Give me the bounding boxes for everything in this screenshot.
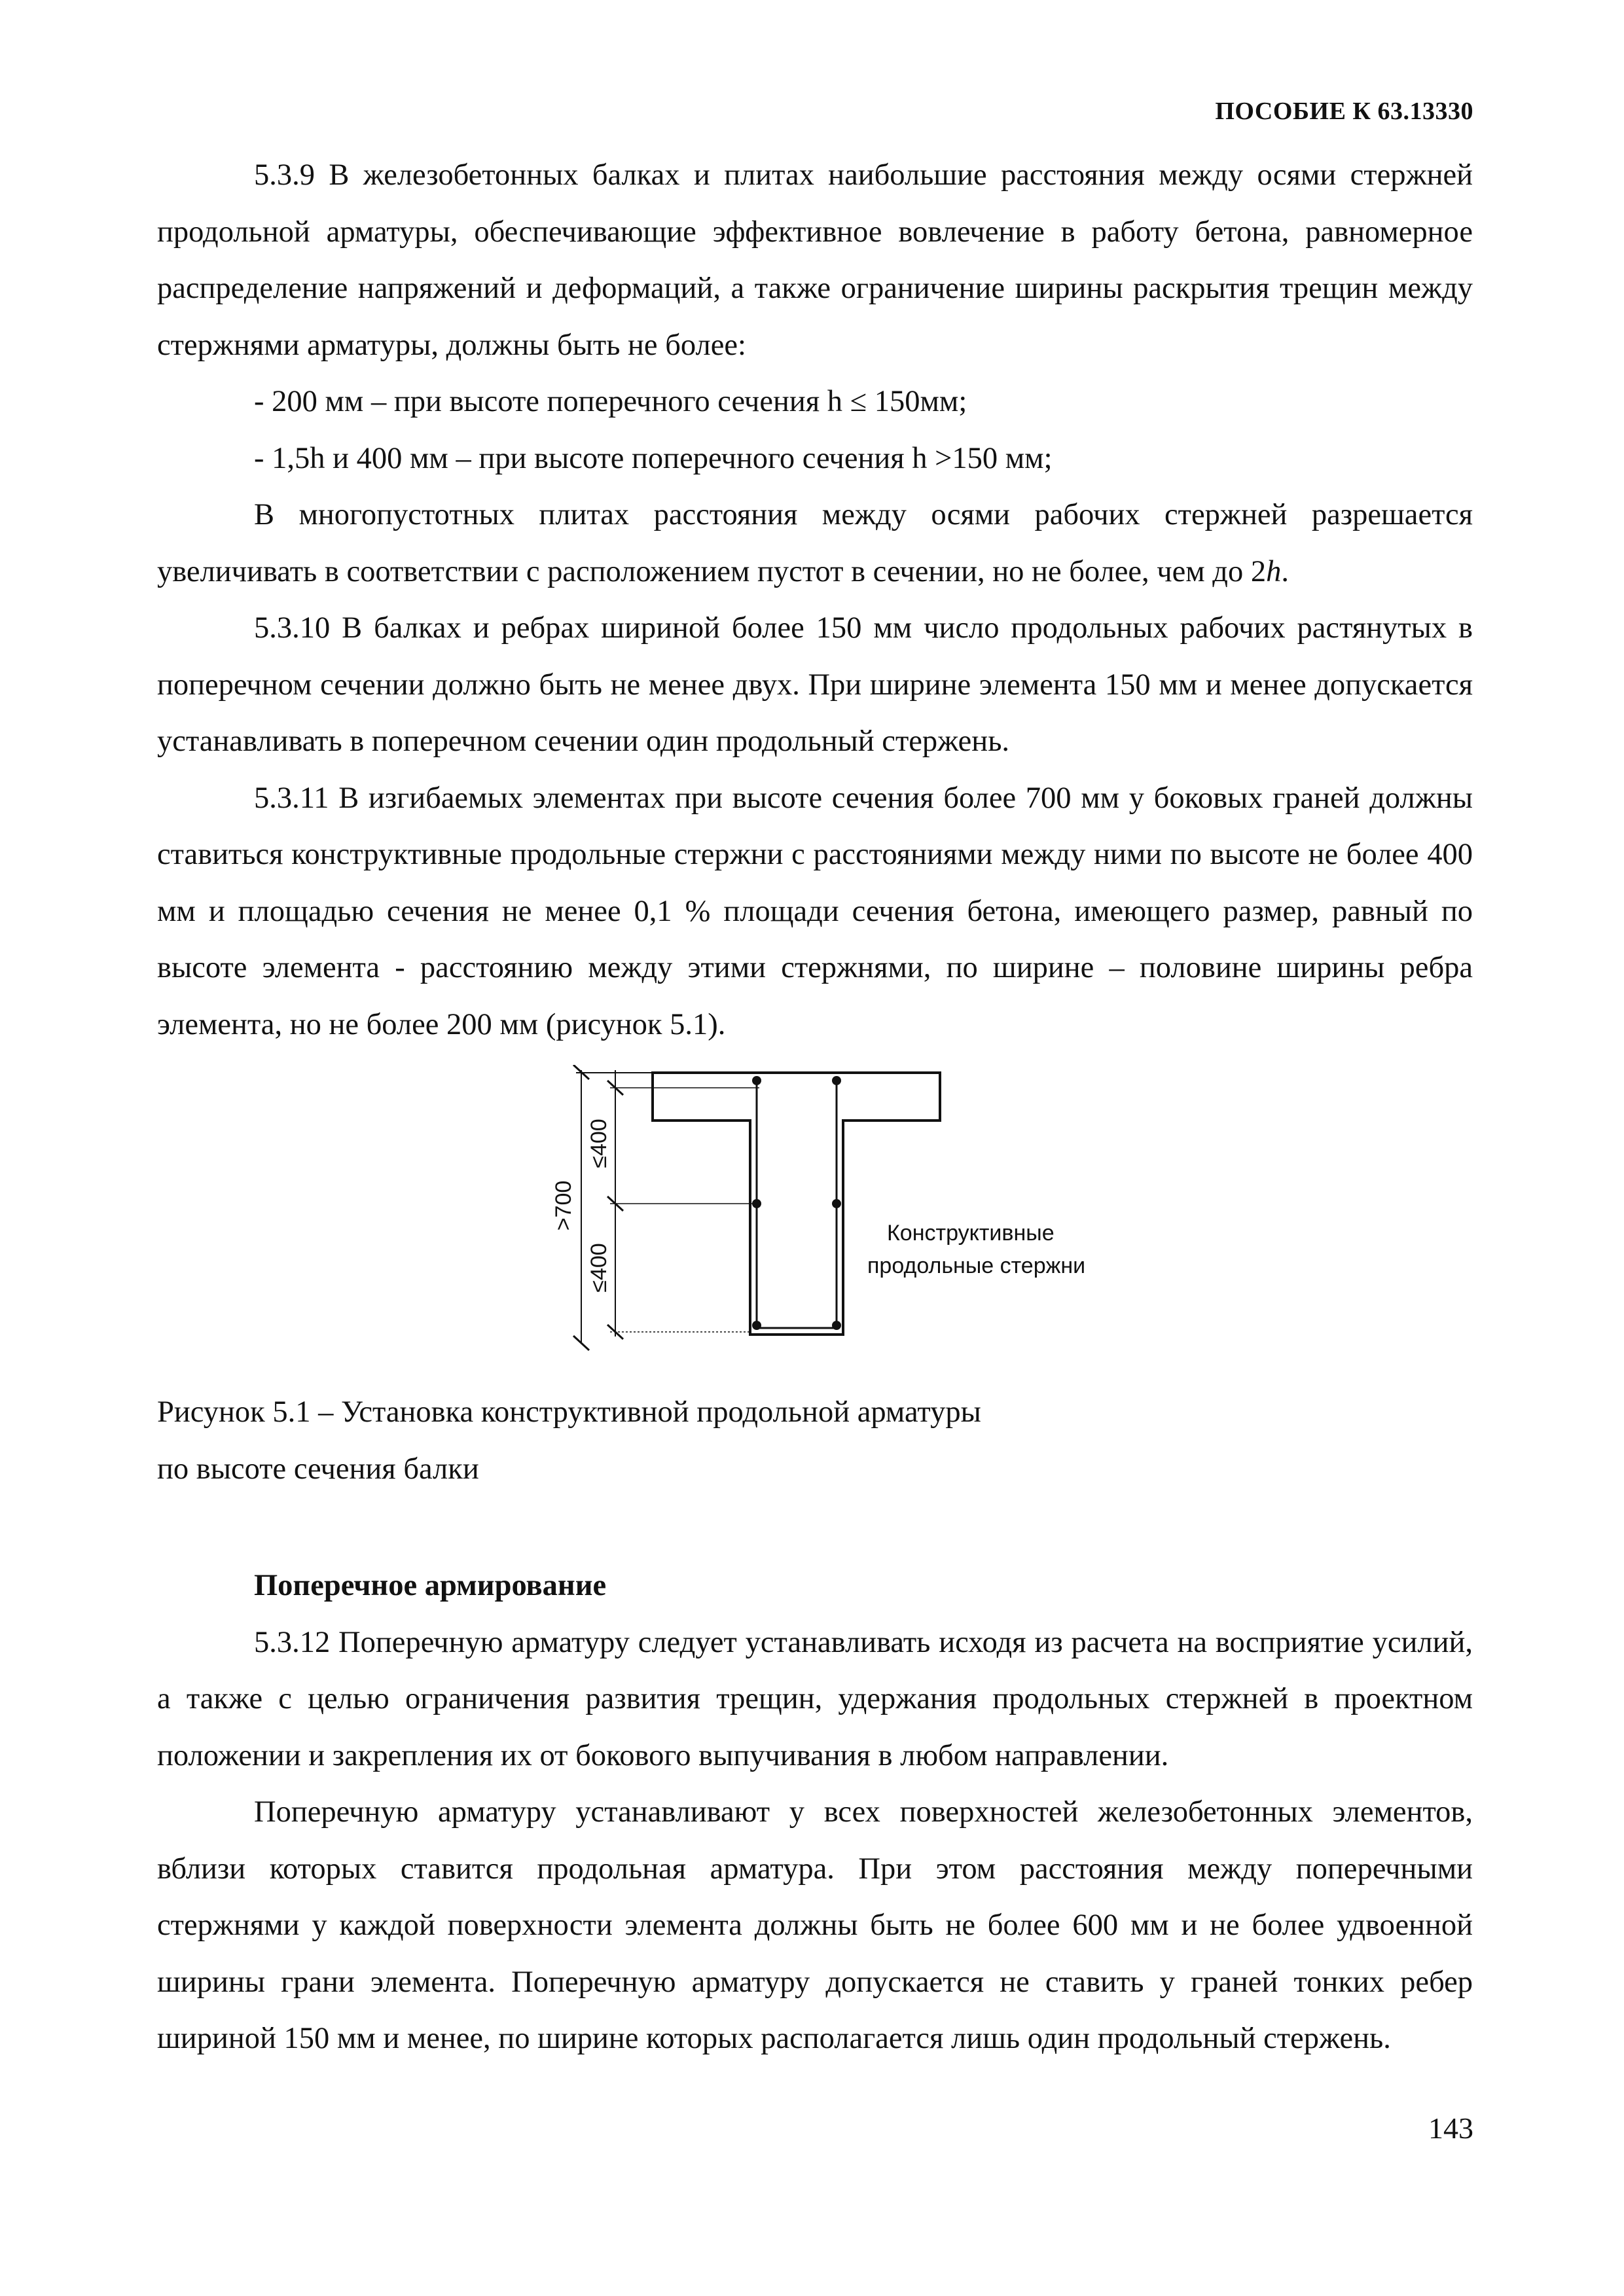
callout-line-2: продольные стержни (867, 1253, 1086, 1278)
bar-bottom-right (832, 1321, 841, 1330)
page-number: 143 (1428, 2111, 1473, 2145)
page-header: ПОСОБИЕ К 63.13330 (1215, 98, 1473, 125)
page-content (157, 147, 1473, 2068)
italic-h: h (1266, 554, 1282, 588)
paragraph-5-3-11: 5.3.11 В изгибаемых элементах при высоте сечения более 700 мм у боковых граней должны ставиться конструктивные продольные стержни с расстояниями между ними по высоте не более 400 мм и площадью сечения не менее 0,1 % площади сечения бетона, имеющего размер, равный по высоте элемента - расстоянию между этими стержнями, по ширине – половине ширины ребра элемента, но не более 200 мм (рисунок 5.1). (157, 781, 1473, 1041)
dim-label-lower: ≤400 (586, 1243, 611, 1293)
paragraph-5-3-12: 5.3.12 Поперечную арматуру следует устанавливать исходя из расчета на восприятие усилий, а также с целью ограничения развития трещин, удержания продольных стержней в проектном положении и закрепления их от бокового выпучивания в любом направлении. (157, 1625, 1473, 1772)
list-item-200mm: - 200 мм – при высоте поперечного сечения h ≤ 150мм; (254, 385, 967, 418)
callout-line-1: Конструктивные (887, 1221, 1055, 1246)
paragraph-5-3-10: 5.3.10 В балках и ребрах шириной более 150 мм число продольных рабочих растянутых в поперечном сечении должно быть не менее двух. При ширине элемента 150 мм и менее допускается устанавливать в поперечном сечении один продольный стержень. (157, 611, 1473, 758)
dim-label-total: >700 (551, 1180, 576, 1231)
list-item-1-5h: - 1,5h и 400 мм – при высоте поперечного сечения h >150 мм; (254, 441, 1053, 475)
paragraph-5-3-9: 5.3.9 В железобетонных балках и плитах наибольшие расстояния между осями стержней продольной арматуры, обеспечивающие эффективное вовлечение в работу бетона, равномерное распределение напряжений и деформаций, а также ограничение ширины раскрытия трещин между стержнями арматуры, должны быть не более: (157, 158, 1473, 362)
paragraph-transverse: Поперечную арматуру устанавливают у всех поверхностей железобетонных элементов, вблизи которых ставится продольная арматура. При этом расстояния между поперечными стержнями у каждой поверхности элемента должны быть не более 600 мм и не более удвоенной ширины грани элемента. Поперечную арматуру допускается не ставить у граней тонких ребер шириной 150 мм и менее, по ширине которых располагается лишь один продольный стержень. (157, 1795, 1473, 2055)
bar-middle-right (832, 1199, 841, 1208)
section-heading: Поперечное армирование (254, 1569, 607, 1602)
reinforcement-cage (757, 1078, 837, 1328)
bar-top-right (832, 1076, 841, 1085)
dim-label-upper: ≤400 (586, 1119, 611, 1168)
bar-bottom-left (752, 1321, 761, 1330)
figure-caption (157, 1384, 1473, 1498)
bar-middle-left (752, 1199, 761, 1208)
paragraph-multi-hollow-text: В многопустотных плитах расстояния между осями рабочих стержней разрешается увеличивать в соответствии с расположением пустот в сечении, но не более, чем до 2 (157, 498, 1473, 588)
figure-caption-line-1: Рисунок 5.1 – Установка конструктивной продольной арматуры (157, 1395, 981, 1429)
beam-section-diagram (157, 1065, 1473, 1379)
paragraph-multi-hollow-end: . (1281, 554, 1289, 588)
bar-top-left (752, 1076, 761, 1085)
figure-5-1 (157, 1065, 1473, 1379)
figure-caption-line-2: по высоте сечения балки (157, 1452, 479, 1486)
paragraph-multi-hollow (157, 487, 1473, 600)
